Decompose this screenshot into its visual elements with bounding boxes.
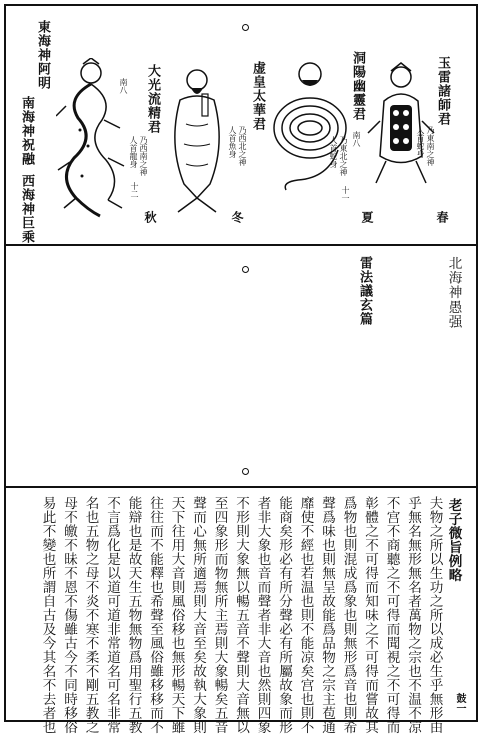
deity-note: 南八 (352, 131, 361, 147)
text-column: 不言爲化是以道可道非常道名可名非常 (104, 496, 121, 734)
north-sea-god-line: 北海神愚强 (445, 256, 462, 329)
binding-hole (242, 266, 249, 273)
fish-tail-deity-figure (166, 64, 228, 214)
text-column: 至四象形而物無所主焉則大象暢矣五音 (211, 496, 228, 734)
deity-note: 乃東南之神 (426, 126, 435, 166)
text-heading: 老子微旨例略 (445, 498, 462, 582)
chapter-title: 雷法議玄篇 (357, 256, 372, 326)
text-column: 不宫不商聽之不可得而聞視之不可得而 (383, 496, 400, 734)
binding-hole (242, 468, 249, 475)
text-column: 往往而不能釋也希聲至風俗雖移移而不 (147, 496, 164, 734)
middle-panel (6, 246, 476, 486)
deity-note: 十一 (341, 186, 350, 202)
deity-note: 南八 (119, 78, 128, 94)
turtle-deity-figure (366, 61, 436, 196)
text-column: 夫物之所以生功之所以成必生乎無形由 (426, 496, 443, 734)
text-column: 能商矣形必有所分聲必有所屬故象而形 (276, 496, 293, 734)
deity-note: 十二 (130, 182, 139, 198)
text-column: 能辯也是故天生五物無物爲用聖行五教 (125, 496, 142, 734)
season-label: 冬 (230, 211, 244, 223)
dragon-deity-figure (56, 58, 126, 218)
season-label: 秋 (143, 211, 157, 223)
text-column: 乎無名無形無名者萬物之宗也不温不凉 (405, 496, 422, 734)
deity-note: 乃西北之神 (238, 126, 247, 166)
text-column: 爲物也則混成爲象也則無形爲音也則希 (340, 496, 357, 734)
text-column: 母不皦不昧不恩不傷雖古今不同時移俗 (61, 496, 78, 734)
season-label: 夏 (360, 211, 374, 223)
deity-name: 大光流精君 (145, 64, 160, 134)
deity-note: 人首魚身 (228, 126, 237, 158)
deity-name: 玉雷諸師君 (435, 56, 450, 126)
sea-god-name: 東海神阿明 (35, 20, 50, 90)
page-number: 鼓一 (454, 693, 465, 713)
sea-god-name: 西海神巨乘 (19, 174, 34, 244)
text-column: 彰體之不可得而知味之不可得而嘗故其 (362, 496, 379, 734)
text-column: 聲爲味也則無呈故能爲品物之宗主苞通 (319, 496, 336, 734)
text-column: 聲而心無所適焉則大音至矣故執大象則 (190, 496, 207, 734)
season-label: 春 (435, 211, 449, 223)
book-page (4, 4, 478, 734)
illustration-panel (6, 6, 476, 244)
sea-god-name: 南海神祝融 (19, 96, 34, 166)
text-column: 易此不變也所謂自古及今其名不去者也 (39, 496, 56, 734)
text-column: 不形則大象無以暢五音不聲則大音無以 (233, 496, 250, 734)
text-column: 者非大象也音而聲者非大音也然則四象 (254, 496, 271, 734)
text-column: 名也五物之母不炎不寒不柔不剛五教之 (82, 496, 99, 734)
deity-note: 人首蛇身 (416, 126, 425, 158)
deity-name: 虚皇太華君 (250, 61, 265, 131)
deity-note: 乃東北之神 (339, 136, 348, 176)
deity-name: 洞陽幽靈君 (350, 51, 365, 121)
binding-hole (242, 24, 249, 31)
text-panel (6, 488, 476, 734)
serpent-deity-figure (268, 58, 350, 193)
text-column: 天下往用大音則風俗移也無形暢天下雖 (168, 496, 185, 734)
deity-note: 人首龍身 (129, 136, 138, 168)
text-column: 靡使不經也若温也則不能凉矣宫也則不 (297, 496, 314, 734)
deity-note: 乃西南之神 (139, 136, 148, 176)
deity-note: 人首蛇身 (329, 136, 338, 168)
